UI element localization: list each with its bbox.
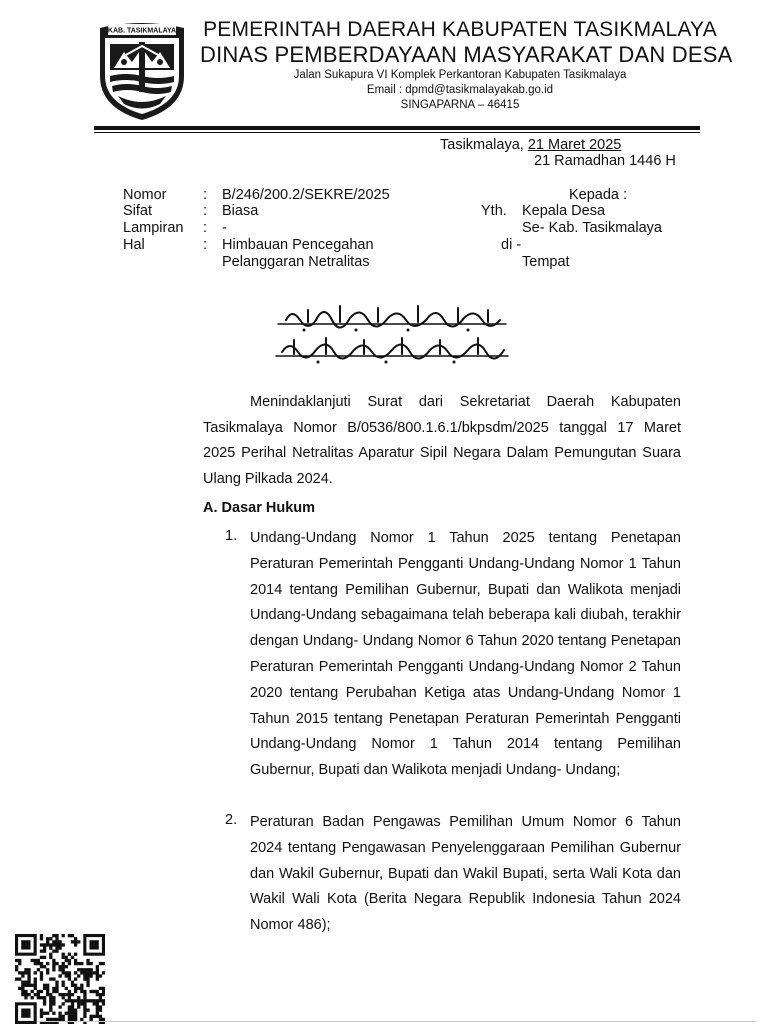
list-item-text: Undang-Undang Nomor 1 Tahun 2025 tentang Penetapan Peraturan Pemerintah Pengganti Undang-Undang Nomor 1 Tahun 2014 tentang Pemilihan Gubernur, Bupati dan Walikota menjadi Undang-Undang sebagaimana telah beberapa kali diubah, terakhir dengan Undang- Undang Nomor 6 Tahun 2020 tentang Penetapan Peraturan Pemerintah Pengganti Undang-Undang Nomor 2 Tahun 2020 tentang Perubahan Ketiga atas Undang-Undang Nomor 1 Tahun 2015 tentang Penetapan Peraturan Pemerintah Pengganti Undang-Undang Nomor 1 Tahun 2014 tentang Pemilihan Gubernur, Bupati dan Walikota menjadi Undang- Undang; [250, 530, 681, 779]
date-gregorian: 21 Maret 2025 [527, 137, 622, 153]
recipient-kepada: Kepada : [569, 187, 628, 203]
recipient-di: di - [501, 237, 522, 253]
meta-label-nomor: Nomor [123, 187, 167, 203]
letterhead-rule-thin [94, 132, 700, 133]
meta-colon: : [203, 203, 208, 219]
meta-value-sifat: Biasa [222, 203, 259, 219]
meta-value-hal: Himbauan Pencegahan [222, 237, 374, 253]
list-item-number: 2. [225, 812, 238, 828]
intro-paragraph: Menindaklanjuti Surat dari Sekretariat Daerah Kabupaten Tasikmalaya Nomor B/0536/800.1.6.1/bkpsdm/2025 tanggal 17 Maret 2025 Perihal Netralitas Aparatur Sipil Negara Dalam Pemungutan Suara Ulang Pilkada 2024. [203, 394, 681, 487]
meta-colon: : [203, 187, 208, 203]
recipient-line1: Kepala Desa [522, 203, 606, 219]
letter-date [440, 137, 621, 153]
office-city-postcode: SINGAPARNA – 46415 [400, 99, 520, 111]
meta-label-lampiran: Lampiran [123, 220, 184, 236]
regency-crest-logo [94, 16, 190, 122]
meta-colon: : [203, 220, 208, 236]
date-place: Tasikmalaya, [440, 137, 524, 153]
office-address: Jalan Sukapura VI Komplek Perkantoran Kabupaten Tasikmalaya [293, 69, 627, 81]
meta-colon: : [203, 237, 208, 253]
logo-text: KAB. TASIKMALAYA [107, 27, 177, 35]
department-name: DINAS PEMBERDAYAAN MASYARAKAT DAN DESA [200, 42, 733, 67]
letterhead-rule-thick [94, 126, 700, 130]
section-a-heading: A. Dasar Hukum [203, 500, 316, 516]
recipient-line2: Se- Kab. Tasikmalaya [522, 220, 662, 236]
office-email: Email : dpmd@tasikmalayakab.go.id [366, 84, 554, 96]
meta-value-hal-line2: Pelanggaran Netralitas [222, 254, 370, 270]
meta-value-nomor: B/246/200.2/SEKRE/2025 [222, 187, 390, 203]
meta-label-hal: Hal [123, 237, 145, 253]
recipient-yth: Yth. [481, 203, 507, 219]
page-bottom-rule [37, 1021, 757, 1022]
arabic-calligraphy-image [268, 298, 512, 370]
list-item-text: Peraturan Badan Pengawas Pemilihan Umum Nomor 6 Tahun 2024 tentang Pengawasan Penyelenggaraan Pemilihan Gubernur dan Wakil Gubernur, Bupati dan Wakil Bupati, serta Wali Kota dan Wakil Wali Kota (Berita Negara Republik Indonesia Tahun 2024 Nomor 486); [250, 814, 681, 934]
qr-code [15, 934, 105, 1024]
meta-value-lampiran: - [222, 220, 227, 236]
list-item-number: 1. [225, 528, 238, 544]
recipient-place: Tempat [522, 254, 570, 270]
government-name: PEMERINTAH DAERAH KABUPATEN TASIKMALAYA [203, 18, 717, 41]
meta-label-sifat: Sifat [123, 203, 153, 219]
date-hijri: 21 Ramadhan 1446 H [534, 153, 676, 169]
